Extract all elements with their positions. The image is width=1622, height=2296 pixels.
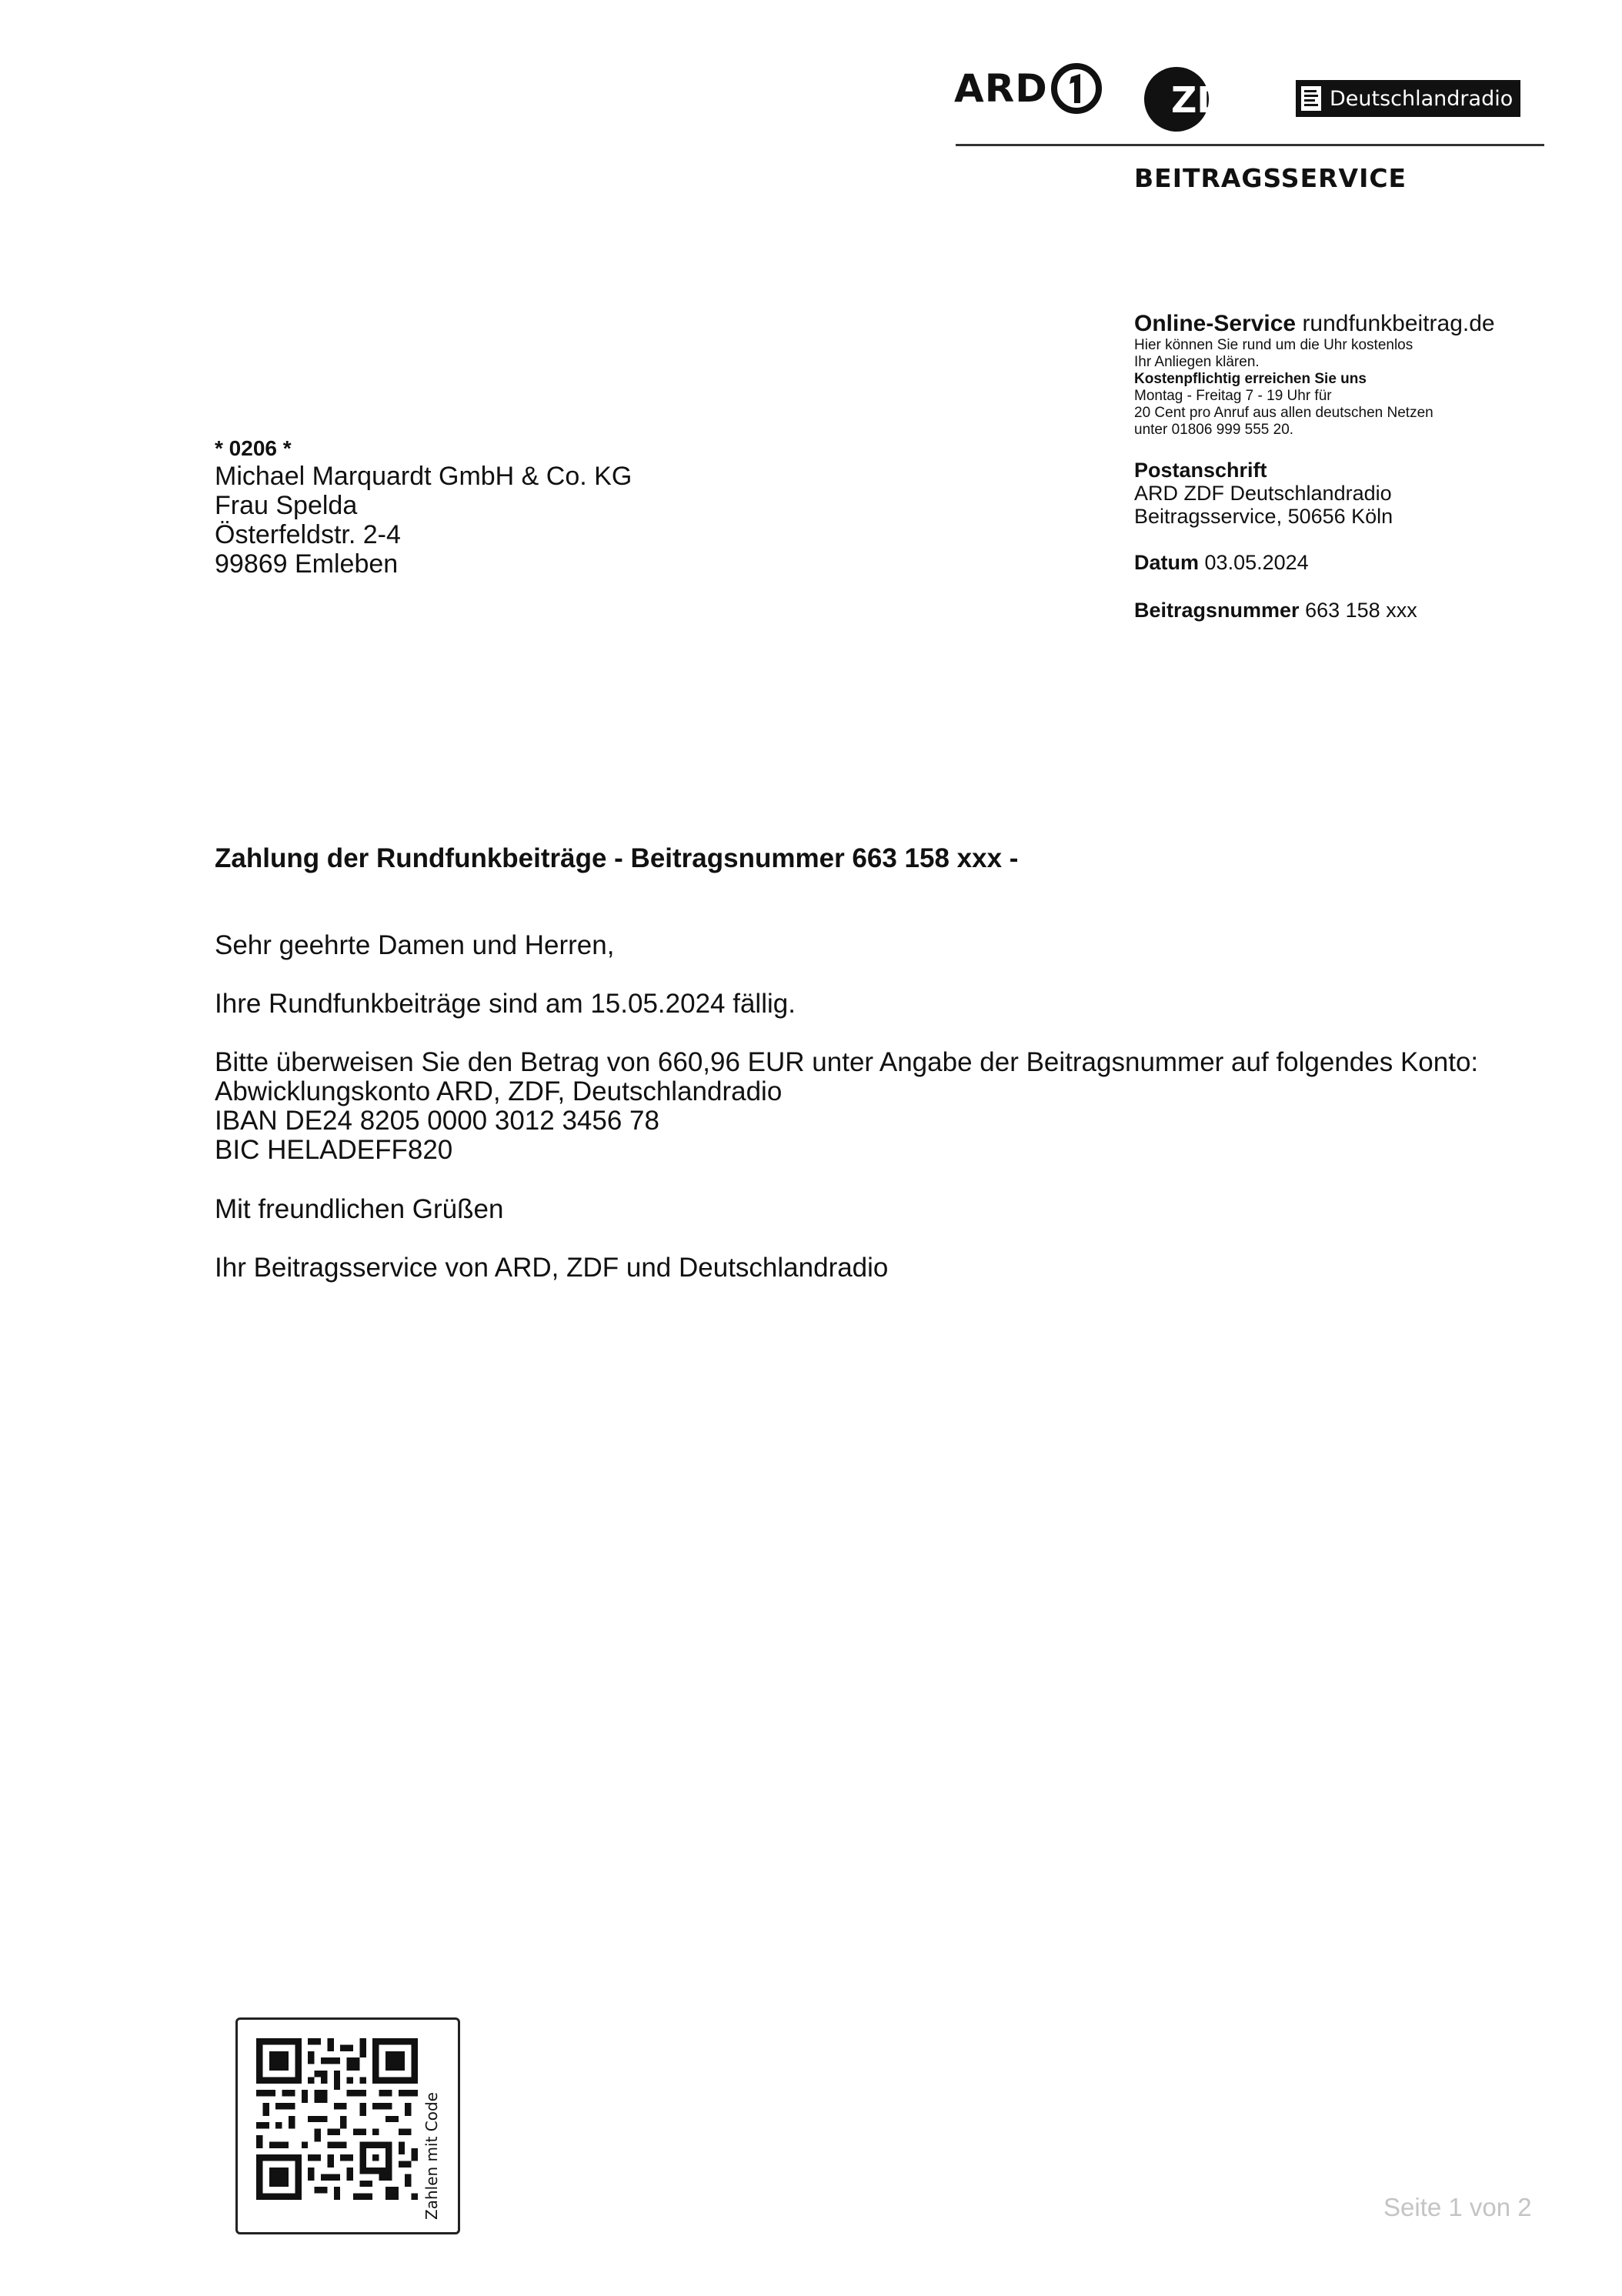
contribution-number-value: 663 158 xxx [1305, 599, 1417, 622]
paid-contact-label: Kostenpflichtig erreichen Sie uns [1134, 371, 1367, 387]
call-cost-note: 20 Cent pro Anruf aus allen deutschen Netzen [1134, 405, 1433, 421]
page-number: Seite 1 von 2 [1383, 2193, 1532, 2221]
letter-closing: Mit freundlichen Grüßen [215, 1194, 504, 1224]
postal-address-line-2: Beitragsservice, 50656 Köln [1134, 505, 1393, 528]
service-name: BEITRAGSSERVICE [1134, 163, 1407, 193]
qr-code-icon [256, 2038, 418, 2200]
recipient-company: Michael Marquardt GmbH & Co. KG [215, 462, 632, 491]
account-name: Abwicklungskonto ARD, ZDF, Deutschlandradio [215, 1076, 783, 1106]
letter-subject: Zahlung der Rundfunkbeiträge - Beitragsnummer 663 158 xxx - [215, 843, 1019, 873]
date-value: 03.05.2024 [1204, 551, 1309, 574]
recipient-address [215, 436, 632, 579]
recipient-contact: Frau Spelda [215, 491, 358, 520]
recipient-street: Österfeldstr. 2-4 [215, 520, 401, 549]
online-service-label: Online-Service [1134, 311, 1297, 336]
contribution-number-label: Beitragsnummer [1134, 599, 1300, 622]
date-label: Datum [1134, 551, 1200, 574]
online-service [1134, 312, 1495, 335]
contribution-number [1134, 599, 1417, 622]
zdf-logo [1142, 65, 1265, 138]
deutschlandradio-logo [1296, 80, 1520, 117]
online-service-line-2: Ihr Anliegen klären. [1134, 354, 1260, 370]
bic: BIC HELADEFF820 [215, 1135, 453, 1165]
zdf-logo-text: ZDF [1171, 79, 1250, 121]
due-date-text: Ihre Rundfunkbeiträge sind am 15.05.2024 fällig. [215, 989, 796, 1019]
recipient-code: * 0206 * [215, 436, 292, 460]
letter-signature: Ihr Beitragsservice von ARD, ZDF und Deutschlandradio [215, 1253, 889, 1283]
postal-address-line-1: ARD ZDF Deutschlandradio [1134, 482, 1392, 505]
deutschlandradio-mark-icon [1296, 80, 1327, 117]
online-service-url: rundfunkbeitrag.de [1302, 311, 1495, 336]
service-hours: Montag - Freitag 7 - 19 Uhr für [1134, 388, 1332, 404]
ard-logo [954, 62, 1103, 115]
service-phone: unter 01806 999 555 20. [1134, 422, 1294, 438]
qr-caption: Zahlen mit Code [422, 2092, 441, 2220]
ard-logo-text: ARD [954, 66, 1048, 111]
online-service-line-1: Hier können Sie rund um die Uhr kostenlos [1134, 337, 1413, 353]
payment-text: Bitte überweisen Sie den Betrag von 660,96 EUR unter Angabe der Beitragsnummer auf folgendes Konto: [215, 1047, 1479, 1077]
postal-address-label: Postanschrift [1134, 459, 1267, 482]
deutschlandradio-logo-text: Deutschlandradio [1330, 86, 1514, 111]
header-divider [956, 144, 1544, 146]
letter-date [1134, 551, 1309, 574]
zdf-logo-mark [1142, 65, 1265, 134]
iban: IBAN DE24 8205 0000 3012 3456 78 [215, 1106, 659, 1136]
payment-instructions [215, 1048, 1478, 1165]
ard-one-icon [1050, 62, 1103, 115]
letter-salutation: Sehr geehrte Damen und Herren, [215, 930, 615, 960]
recipient-city: 99869 Emleben [215, 549, 399, 579]
payment-qr-box [235, 2017, 460, 2234]
postal-address [1134, 459, 1393, 528]
online-service-description [1134, 337, 1433, 439]
